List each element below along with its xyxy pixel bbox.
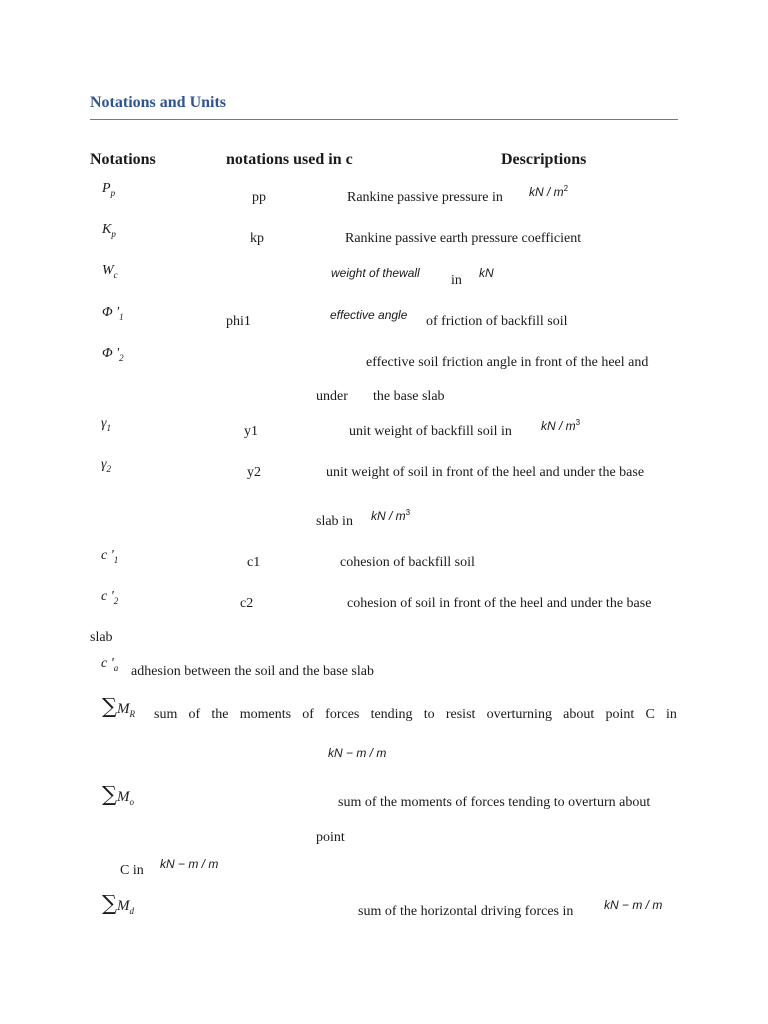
in-wc: in [451,273,462,288]
desc-mr-word: to [423,707,435,722]
symbol-c1: c '$_1$ [101,548,119,565]
desc-pp: Rankine passive pressure in [347,190,503,205]
desc-ca: adhesion between the soil and the base slab [131,664,374,679]
symbol-phi2: Φ '$_2$ [102,346,124,363]
desc-mo-point: point [316,830,345,845]
unit-mr: kN − m / m [328,746,387,760]
symbol-y1: $\gamma_1$ [101,416,112,433]
desc-mr-word: overturning [486,707,552,722]
symbol-phi1: Φ '$_1$ [102,305,124,322]
symbol-md: $\sum M_d$ [102,891,134,916]
desc-md: sum of the horizontal driving forces in [358,904,574,919]
symbol-kp: $K_p$ [102,222,116,239]
symbol-mr: $\sum M_R$ [102,694,135,719]
code-y2: y2 [247,465,261,480]
symbol-c2: c '$_2$ [101,589,119,606]
unit-pp: kN / $m^2$ [529,184,569,199]
code-kp: kp [250,231,264,246]
unit-y2: kN / $m^3$ [371,508,411,523]
symbol-ca: c '$_a$ [101,656,119,673]
desc-mr-word: tending [370,707,413,722]
desc-mr-word: sum [154,707,178,722]
symbol-y2: $\gamma_2$ [101,457,112,474]
unit-md: kN − m / m [604,898,663,912]
header-c-names: notations used in c [226,151,353,168]
desc-mr-word: of [302,707,314,722]
desc-phi2-base-slab: the base slab [373,389,445,404]
desc-mr-word: C [645,707,655,722]
desc-mr-word: the [211,707,229,722]
desc-phi2-under: under [316,389,348,404]
desc-c2-slab: slab [90,630,113,645]
code-c2: c2 [240,596,254,611]
desc-mo: sum of the moments of forces tending to overturn about [338,795,651,810]
desc-mr-word: point [605,707,635,722]
desc-mo-c-in: C in [120,863,144,878]
desc-mr-word: moments [239,707,292,722]
symbol-mo: $\sum M_o$ [102,782,134,807]
desc-kp: Rankine passive earth pressure coefficient [345,231,582,246]
desc-mr-word: of [188,707,201,722]
desc-mr-word: about [563,707,595,722]
header-notations: Notations [90,151,156,168]
desc-y2-slab-in: slab in [316,514,353,529]
desc-c2: cohesion of soil in front of the heel and under the base [347,596,652,611]
desc-mr-word: forces [325,707,360,722]
desc-y2: unit weight of soil in front of the heel and under the base [326,465,645,480]
page-title: Notations and Units [90,94,227,111]
unit-mo: kN − m / m [160,857,219,871]
desc-phi2: effective soil friction angle in front of the heel and [366,355,649,370]
header-descriptions: Descriptions [501,151,587,168]
desc-y1: unit weight of backfill soil in [349,424,512,439]
code-pp: pp [252,190,266,205]
desc-mr-word: resist [445,707,476,722]
symbol-wc: $W_c$ [102,263,118,280]
italic-desc-phi1: effective angle [330,308,408,322]
unit-wc: kN [479,266,494,280]
desc-c1: cohesion of backfill soil [340,555,475,570]
code-c1: c1 [247,555,261,570]
desc-mr-word: in [666,707,677,722]
code-y1: y1 [244,424,258,439]
italic-desc-wc: weight of thewall [331,266,420,280]
title-underline [90,119,678,120]
symbol-pp: $P_p$ [102,181,116,198]
desc-mr [154,707,677,723]
unit-y1: kN / $m^3$ [541,418,581,433]
desc-phi1: of friction of backfill soil [426,314,568,329]
code-phi1: phi1 [226,314,251,329]
